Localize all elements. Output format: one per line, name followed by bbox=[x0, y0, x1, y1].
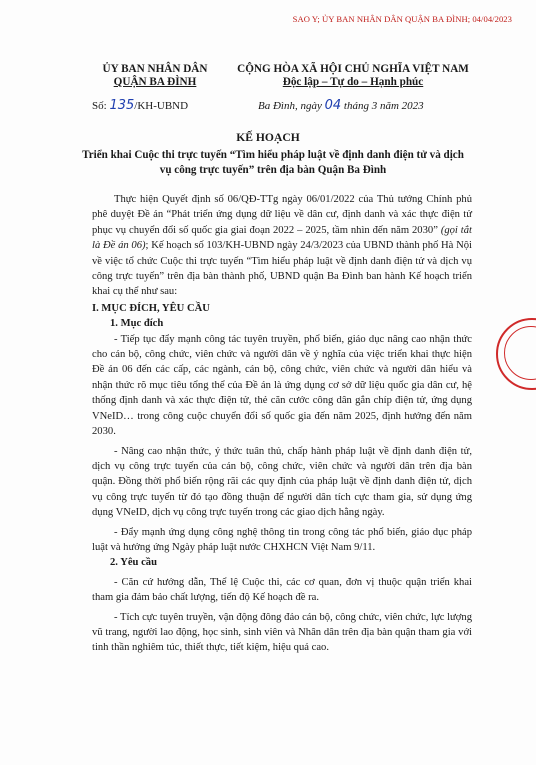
document-number bbox=[92, 98, 188, 113]
document-number-prefix: Số: bbox=[92, 100, 107, 112]
handwritten-day: 04 bbox=[324, 98, 342, 113]
national-title: CỘNG HÒA XÃ HỘI CHỦ NGHĨA VIỆT NAM bbox=[237, 63, 469, 75]
handwritten-number: 135 bbox=[109, 98, 135, 113]
document-subtitle: Triển khai Cuộc thi trực tuyến “Tìm hiểu pháp luật về định danh điện tử và dịch vụ công trực tuyến” trên địa bàn Quận Ba Đình bbox=[82, 149, 464, 176]
purpose-paragraph-3: - Đẩy mạnh ứng dụng công nghệ thông tin trong công tác phổ biến, giáo dục pháp luật và hưởng ứng Ngày pháp luật nước CHXHCN Việt Nam 9/11. bbox=[92, 526, 472, 553]
intro-text-italic: (gọi tắt là Đề án 06) bbox=[92, 224, 472, 252]
document-number-suffix: /KH-UBND bbox=[134, 100, 189, 112]
date-prefix: Ba Đình, ngày bbox=[258, 100, 322, 112]
national-header bbox=[222, 63, 484, 89]
subsection-heading-purpose: 1. Mục đích bbox=[110, 318, 164, 330]
subsection-heading-requirements: 2. Yêu cầu bbox=[110, 557, 157, 569]
red-seal-fragment bbox=[496, 318, 536, 390]
copy-stamp: SAO Y; ỦY BAN NHÂN DÂN QUẬN BA ĐÌNH; 04/04/2023 bbox=[292, 14, 512, 24]
section-heading-1: I. MỤC ĐÍCH, YÊU CẦU bbox=[92, 302, 210, 314]
intro-text-c: ; Kế hoạch số 103/KH-UBND ngày 24/3/2023 của UBND thành phố Hà Nội về việc tổ chức Cuộc thi trực tuyến “Tìm hiểu pháp luật về định danh điện tử và dịch vụ công trực tuyến” trên địa bàn thành phố, UBND quận Ba Đình ban hành Kế hoạch triển khai cụ thể như sau: bbox=[92, 240, 472, 298]
national-motto: Độc lập – Tự do – Hạnh phúc bbox=[282, 76, 424, 88]
requirements-paragraph-2: - Tích cực tuyên truyền, vận động đông đảo cán bộ, công chức, viên chức, lực lượng vũ trang, người lao động, học sinh, sinh viên và Nhân dân trên địa bàn quận tham gia với tinh thần nghiêm túc, thiết thực, tiết kiệm, hiệu quả cao. bbox=[92, 611, 472, 654]
document-body bbox=[92, 192, 472, 656]
purpose-paragraph-1: - Tiếp tục đẩy mạnh công tác tuyên truyền, phổ biến, giáo dục nâng cao nhận thức cho cán bộ, công chức, viên chức và người dân về ý nghĩa của việc triển khai thực hiện Đề án 06 đến các cấp, các ngành, cán bộ, công chức, viên chức và người dân hiểu và nhận thức rõ mục tiêu tổng thể của Đề án là ứng dụng cơ sở dữ liệu quốc gia dân cư, hệ thống định danh và xác thực điện tử, thẻ căn cước công dân gắn chíp điện tử, ứng dụng VNeID… trong công cuộc chuyển đổi số quốc gia đến năm 2025, định hướng đến năm 2030. bbox=[92, 333, 472, 438]
intro-text-a: Thực hiện Quyết định số 06/QĐ-TTg ngày 06/01/2022 của Thủ tướng Chính phủ phê duyệt Đề án “Phát triển ứng dụng dữ liệu về dân cư, định danh và xác thực điện tử phục vụ chuyển đổi số quốc gia giai đoạn 2022 – 2025, tầm nhìn đến năm 2030” bbox=[92, 194, 472, 236]
authority-line-1: ỦY BAN NHÂN DÂN bbox=[102, 63, 208, 75]
issuing-authority bbox=[92, 63, 218, 89]
authority-line-2: QUẬN BA ĐÌNH bbox=[113, 76, 197, 88]
document-title: KẾ HOẠCH bbox=[236, 131, 300, 144]
requirements-paragraph-1: - Căn cứ hướng dẫn, Thể lệ Cuộc thi, các cơ quan, đơn vị thuộc quận triển khai tham gia đảm bảo chất lượng, tiến độ Kế hoạch đề ra. bbox=[92, 576, 472, 604]
issue-date bbox=[258, 98, 424, 113]
date-suffix: tháng 3 năm 2023 bbox=[343, 100, 424, 112]
purpose-paragraph-2: - Nâng cao nhận thức, ý thức tuân thủ, chấp hành pháp luật về định danh điện tử, dịch vụ công trực tuyến của cán bộ, công chức, viên chức và người dân trên địa bàn quận. Đồng thời phổ biến rộng rãi các quy định của pháp luật về định danh điện tử, dịch vụ công trực tuyến từ đó tạo đồng thuận để người dân tích cực tham gia, sử dụng ứng dụng VNeID, dịch vụ công trực tuyến trong các giao dịch hằng ngày. bbox=[92, 445, 472, 519]
intro-paragraph bbox=[92, 192, 472, 300]
